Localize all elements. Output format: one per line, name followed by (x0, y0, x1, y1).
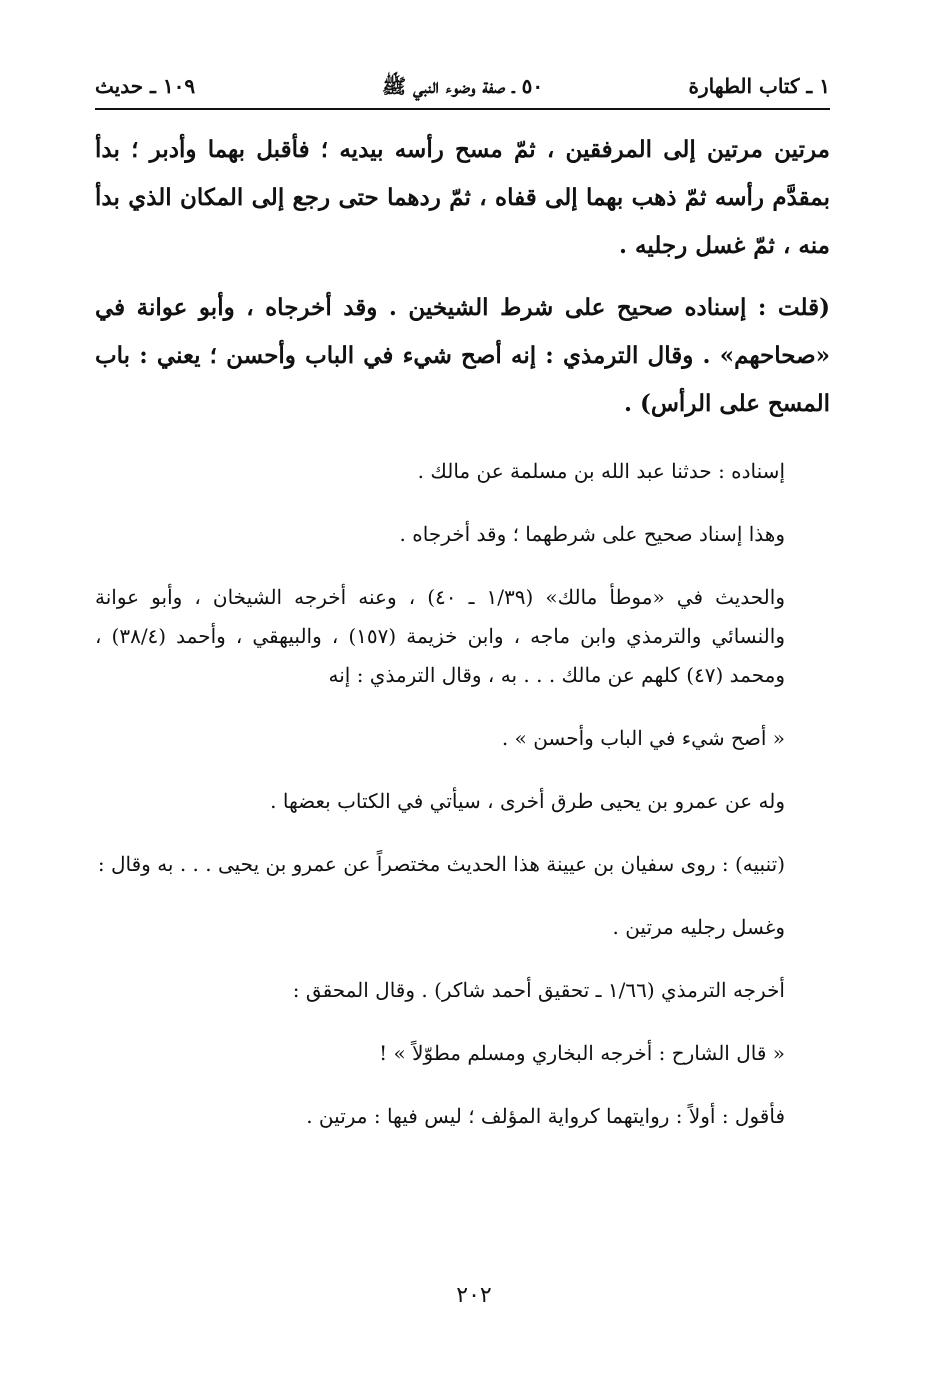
takhrij-paragraph: والحديث في «موطأ مالك» (١/٣٩ ـ ٤٠) ، وعنه أخرجه الشيخان ، وأبو عوانة والنسائي والترمذي وابن ماجه ، وابن خزيمة (١٥٧) ، والبيهقي ، وأحمد (٣٨/٤) ، ومحمد (٤٧) كلهم عن مالك . . . به ، وقال الترمذي : إنه (95, 585, 785, 687)
tirmidhi-quote: « أصح شيء في الباب وأحسن » . (501, 726, 785, 750)
commentator-quote: « قال الشارح : أخرجه البخاري ومسلم مطوّلاً » ! (379, 1041, 785, 1065)
isnad-paragraph: إسناده : حدثنا عبد الله بن مسلمة عن مالك . (417, 459, 785, 483)
hadith-text: مرتين مرتين إلى المرفقين ، ثمّ مسح رأسه بيديه ؛ فأقبل بهما وأدبر ؛ بدأ بمقدَّم رأسه ثمّ ذهب بهما إلى قفاه ، ثمّ ردهما حتى رجع إلى المكان الذي بدأ منه ، ثمّ غسل رجليه . (95, 136, 830, 259)
isnad-grade-paragraph: وهذا إسناد صحيح على شرطهما ؛ وقد أخرجاه . (399, 522, 785, 546)
tirmidhi-reference: أخرجه الترمذي (١/٦٦ ـ تحقيق أحمد شاكر) . وقال المحقق : (292, 978, 785, 1002)
author-response: فأقول : أولاً : روايتهما كرواية المؤلف ؛ ليس فيها : مرتين . (306, 1104, 785, 1128)
note-paragraph: (تنبيه) : روى سفيان بن عيينة هذا الحديث مختصراً عن عمرو بن يحيى . . . به وقال : (97, 852, 785, 876)
author-comment: (قلت : إسناده صحيح على شرط الشيخين . وقد أخرجاه ، وأبو عوانة في «صحاحهم» . وقال الترمذي : إنه أصح شيء في الباب وأحسن ؛ يعني : باب المسح على الرأس) . (95, 294, 830, 417)
short-version-text: وغسل رجليه مرتين . (612, 915, 785, 939)
header-book-title: ١ ـ كتاب الطهارة (688, 74, 830, 98)
header-hadith-number: ١٠٩ ـ حديث (95, 74, 196, 98)
header-divider (95, 108, 830, 110)
other-routes-paragraph: وله عن عمرو بن يحيى طرق أخرى ، سيأتي في الكتاب بعضها . (270, 789, 785, 813)
header-chapter-title: ٥٠ ـ صفة وضوء النبي ﷺ (381, 74, 544, 98)
page-number: ٢٠٢ (456, 1283, 492, 1308)
page-body (95, 126, 830, 1136)
running-header (95, 70, 830, 106)
